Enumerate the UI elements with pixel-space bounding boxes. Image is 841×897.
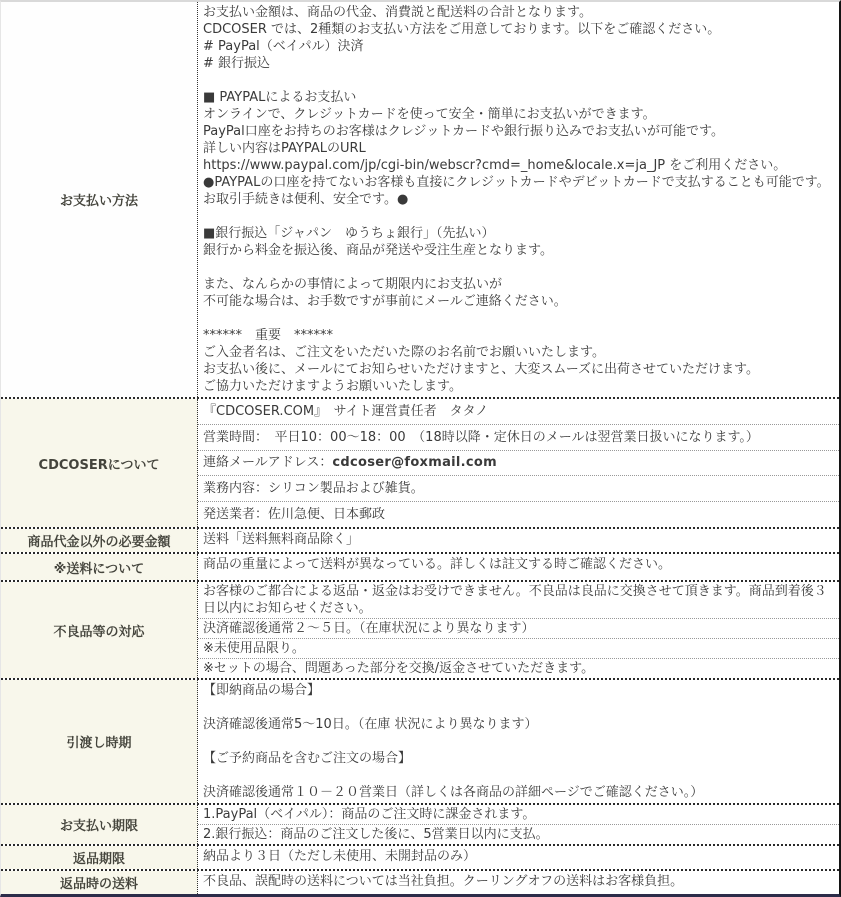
- text-line: オンラインで、クレジットカードを使って安全・簡単にお支払いができます。: [203, 107, 656, 122]
- row-defect-policy: [1, 580, 839, 678]
- payment-method-content: [198, 2, 839, 397]
- row-delivery-time: [1, 678, 839, 803]
- row-header-return-deadline: 返品期限: [1, 846, 198, 869]
- row-extra-fee: [1, 527, 839, 552]
- shipping-note-text: 商品の重量によって送料が異なっている。詳しくは註文する時ご確認ください。: [203, 557, 672, 572]
- payment-deadline-text: 1.PayPal（ベイパル）：商品のご注文時に課金されます。: [203, 807, 536, 822]
- defect-policy-line: [198, 582, 839, 619]
- text-line: 決済確認後通常１０－２０営業日（詳しくは各商品の詳細ページでご確認ください。）: [203, 785, 704, 800]
- text-line: ■銀行振込「ジャパン ゆうちょ銀行」（先払い）: [203, 226, 495, 241]
- text-line: # PayPal（ベイパル）決済: [203, 39, 364, 54]
- blank-line: [203, 310, 834, 327]
- contact-email-label: 連絡メールアドレス：: [203, 455, 333, 471]
- return-shipping-fee-text: 不良品、誤配時の送料については当社負担。クーリングオフの送料はお客様負担。: [203, 874, 684, 889]
- text-line: お支払い金額は、商品の代金、消費説と配送料の合計となります。: [203, 5, 592, 20]
- business-hours-line: [198, 425, 839, 451]
- payment-deadline-line: [198, 805, 839, 825]
- shipping-carrier-text: 発送業者：佐川急便、日本郵政: [203, 507, 386, 523]
- text-line: CDCOSER では、2種類のお支払い方法をご用意しております。以下をご確認ください。: [203, 22, 721, 37]
- defect-policy-content: [198, 582, 839, 678]
- return-shipping-fee-content: [198, 871, 839, 894]
- text-line: 不可能な場合は、お手数ですが事前にメールご連絡ください。: [203, 294, 567, 309]
- text-line: お取引手続きは便利、安全です。●: [203, 192, 409, 207]
- row-header-shipping-note: ※送料について: [1, 554, 198, 580]
- business-hours-text: 営業時間： 平日10：00～18：00 （18時以降・定休日のメールは翌営業日扱いになります。）: [203, 429, 759, 445]
- text-line: ■ PAYPALによるお支払い: [203, 90, 357, 105]
- about-shop-content: [198, 399, 839, 527]
- row-header-delivery-time: 引渡し時期: [1, 680, 198, 803]
- paypal-url-text: https://www.paypal.com/jp/cgi-bin/webscr?cmd=_home&locale.x=ja_JP をご利用ください。: [203, 158, 787, 173]
- defect-policy-text: お客様のご都合による返品・返金はお受けできません。不良品は良品に交換させて頂きます。商品到着後３日以内にお知らせください。: [203, 584, 827, 616]
- defect-policy-line: [198, 639, 839, 659]
- text-line: ご入金者名は、ご注文をいただいた際のお名前でお願いいたします。: [203, 345, 605, 360]
- text-line: 決済確認後通常5～10日。（在庫 状況により異なります）: [203, 717, 538, 732]
- return-deadline-text: 納品より３日（ただし未使用、未開封品のみ）: [203, 849, 477, 864]
- row-header-return-shipping-fee: 返品時の送料: [1, 871, 198, 894]
- blank-line: [203, 767, 834, 784]
- blank-line: [203, 733, 834, 750]
- row-header-extra-fee: 商品代金以外の必要金額: [1, 529, 198, 552]
- site-operator-line: [198, 399, 839, 425]
- row-header-about-shop: CDCOSERについて: [1, 399, 198, 527]
- contact-email-line: [198, 451, 839, 477]
- payment-deadline-text: 2.銀行振込：商品のご注文した後に、5営業日以内に支払。: [203, 827, 549, 842]
- blank-line: [203, 699, 834, 716]
- row-return-shipping-fee: [1, 869, 839, 894]
- important-marker: ****** 重要 ******: [203, 328, 334, 343]
- blank-line: [203, 72, 834, 89]
- text-line: 【即納商品の場合】: [203, 683, 321, 698]
- business-description-text: 業務内容：シリコン製品および雑貨。: [203, 481, 424, 497]
- row-payment-deadline: [1, 803, 839, 844]
- text-line: 詳しい内容はPAYPALのURL: [203, 141, 366, 156]
- row-header-payment-deadline: お支払い期限: [1, 805, 198, 844]
- text-line: 【ご予約商品を含むご注文の場合】: [203, 751, 412, 766]
- defect-policy-line: [198, 659, 839, 678]
- row-return-deadline: [1, 844, 839, 869]
- blank-line: [203, 208, 834, 225]
- payment-deadline-content: [198, 805, 839, 844]
- shipping-note-content: [198, 554, 839, 580]
- payment-deadline-line: [198, 825, 839, 844]
- text-line: 銀行から料金を振込後、商品が発送や受注生産となります。: [203, 243, 553, 258]
- business-description-line: [198, 476, 839, 502]
- text-line: ●PAYPALの口座を持てないお客様も直接にクレジットカードやデビットカードで支払することも可能です。: [203, 175, 830, 190]
- blank-line: [203, 259, 834, 276]
- text-line: また、なんらかの事情によって期限内にお支払いが: [203, 277, 503, 292]
- defect-policy-line: [198, 619, 839, 639]
- row-header-defect-policy: 不良品等の対応: [1, 582, 198, 678]
- row-payment-method: [1, 2, 839, 397]
- defect-policy-text: 決済確認後通常２～５日。（在庫状況により異なります）: [203, 621, 535, 636]
- defect-policy-text: ※未使用品限り。: [203, 641, 305, 656]
- delivery-time-content: [198, 680, 839, 803]
- text-line: ご協力いただけますようお願いいたします。: [203, 379, 462, 394]
- extra-fee-text: 送料「送料無料商品除く」: [203, 532, 360, 547]
- row-header-payment-method: お支払い方法: [1, 2, 198, 397]
- shipping-carrier-line: [198, 502, 839, 527]
- text-line: PayPal口座をお持ちのお客様はクレジットカードや銀行振り込みでお支払いが可能です。: [203, 124, 724, 139]
- text-line: # 銀行振込: [203, 56, 271, 71]
- row-shipping-note: [1, 552, 839, 580]
- contact-email-address: cdcoser@foxmail.com: [332, 455, 497, 471]
- extra-fee-content: [198, 529, 839, 552]
- row-about-shop: [1, 397, 839, 527]
- defect-policy-text: ※セットの場合、問題あった部分を交換/返金させていただきます。: [203, 661, 595, 676]
- return-deadline-content: [198, 846, 839, 869]
- text-line: お支払い後に、メールにてお知らせいただけますと、大変スムーズに出荷させていただけます。: [203, 362, 760, 377]
- site-operator-text: 『CDCOSER.COM』 サイト運営責任者 タタノ: [203, 403, 489, 419]
